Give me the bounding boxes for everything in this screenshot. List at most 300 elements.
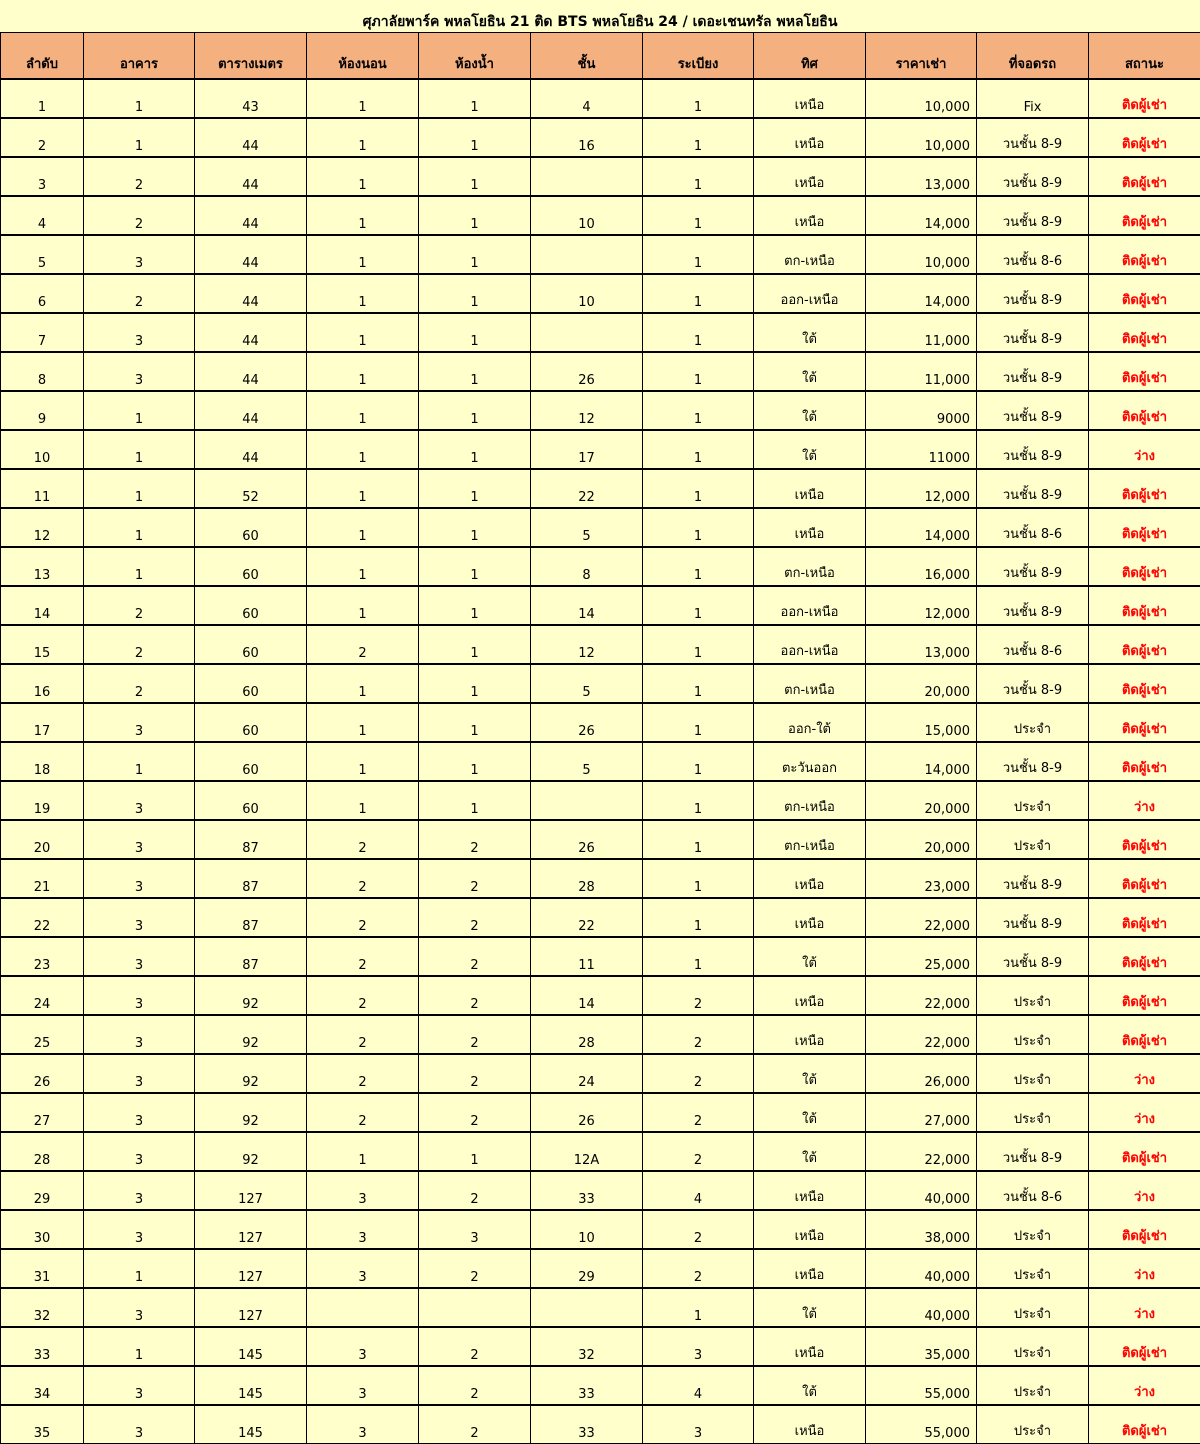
cell-rent[interactable]: 11,000 [866,352,977,391]
cell-building[interactable]: 3 [84,1171,195,1210]
col-header-balcony[interactable]: ระเบียง [643,33,754,80]
cell-status[interactable]: ติดผู้เช่า [1089,352,1200,391]
cell-building[interactable]: 3 [84,313,195,352]
cell-building[interactable]: 3 [84,1054,195,1093]
cell-direction[interactable]: ตะวันออก [754,742,866,781]
cell-status[interactable]: ติดผู้เช่า [1089,664,1200,703]
cell-status[interactable]: ติดผู้เช่า [1089,586,1200,625]
cell-building[interactable]: 3 [84,1366,195,1405]
cell-index[interactable]: 21 [1,859,84,898]
cell-direction[interactable]: เหนือ [754,1015,866,1054]
cell-bedrooms[interactable]: 3 [307,1366,419,1405]
cell-direction[interactable]: เหนือ [754,79,866,118]
cell-bathrooms[interactable]: 1 [419,313,531,352]
cell-rent[interactable]: 13,000 [866,625,977,664]
cell-building[interactable]: 1 [84,430,195,469]
cell-balcony[interactable]: 1 [643,781,754,820]
cell-building[interactable]: 3 [84,1132,195,1171]
cell-status[interactable]: ติดผู้เช่า [1089,742,1200,781]
cell-area[interactable]: 43 [195,79,307,118]
cell-bedrooms[interactable]: 1 [307,742,419,781]
cell-balcony[interactable]: 1 [643,352,754,391]
cell-parking[interactable]: ประจำ [977,976,1089,1015]
cell-bathrooms[interactable]: 2 [419,820,531,859]
cell-building[interactable]: 2 [84,625,195,664]
cell-bedrooms[interactable]: 2 [307,859,419,898]
cell-status[interactable]: ติดผู้เช่า [1089,1405,1200,1444]
cell-area[interactable]: 60 [195,547,307,586]
cell-direction[interactable]: ใต้ [754,1366,866,1405]
cell-direction[interactable]: ตก-เหนือ [754,820,866,859]
cell-direction[interactable]: ใต้ [754,937,866,976]
cell-bathrooms[interactable]: 1 [419,430,531,469]
col-header-parking[interactable]: ที่จอดรถ [977,33,1089,80]
cell-bedrooms[interactable]: 1 [307,508,419,547]
cell-balcony[interactable]: 1 [643,508,754,547]
cell-direction[interactable]: ใต้ [754,430,866,469]
cell-bathrooms[interactable]: 1 [419,703,531,742]
cell-bedrooms[interactable]: 1 [307,430,419,469]
cell-direction[interactable]: เหนือ [754,157,866,196]
cell-parking[interactable]: วนชั้น 8-9 [977,352,1089,391]
cell-status[interactable]: ติดผู้เช่า [1089,937,1200,976]
cell-bathrooms[interactable]: 2 [419,1405,531,1444]
cell-status[interactable]: ติดผู้เช่า [1089,859,1200,898]
cell-balcony[interactable]: 1 [643,898,754,937]
cell-building[interactable]: 2 [84,664,195,703]
cell-index[interactable]: 14 [1,586,84,625]
cell-parking[interactable]: วนชั้น 8-9 [977,313,1089,352]
cell-rent[interactable]: 9000 [866,391,977,430]
cell-index[interactable]: 16 [1,664,84,703]
cell-balcony[interactable]: 4 [643,1366,754,1405]
cell-bedrooms[interactable]: 2 [307,898,419,937]
cell-building[interactable]: 3 [84,976,195,1015]
cell-area[interactable]: 92 [195,1015,307,1054]
cell-status[interactable]: ติดผู้เช่า [1089,235,1200,274]
cell-rent[interactable]: 38,000 [866,1210,977,1249]
cell-bedrooms[interactable]: 3 [307,1210,419,1249]
cell-building[interactable]: 3 [84,781,195,820]
cell-parking[interactable]: วนชั้น 8-9 [977,469,1089,508]
cell-index[interactable]: 17 [1,703,84,742]
cell-rent[interactable]: 40,000 [866,1171,977,1210]
cell-area[interactable]: 52 [195,469,307,508]
cell-floor[interactable] [531,781,643,820]
cell-building[interactable]: 1 [84,469,195,508]
cell-building[interactable]: 3 [84,1093,195,1132]
cell-rent[interactable]: 12,000 [866,469,977,508]
cell-floor[interactable]: 10 [531,274,643,313]
cell-status[interactable]: ติดผู้เช่า [1089,898,1200,937]
cell-bathrooms[interactable] [419,1288,531,1327]
cell-floor[interactable]: 4 [531,79,643,118]
cell-building[interactable]: 1 [84,1249,195,1288]
cell-bedrooms[interactable]: 2 [307,1015,419,1054]
cell-index[interactable]: 34 [1,1366,84,1405]
cell-index[interactable]: 15 [1,625,84,664]
col-header-direction[interactable]: ทิศ [754,33,866,80]
cell-rent[interactable]: 55,000 [866,1405,977,1444]
cell-area[interactable]: 60 [195,625,307,664]
cell-balcony[interactable]: 1 [643,196,754,235]
cell-rent[interactable]: 10,000 [866,118,977,157]
cell-bathrooms[interactable]: 1 [419,547,531,586]
cell-status[interactable]: ติดผู้เช่า [1089,79,1200,118]
cell-floor[interactable]: 28 [531,1015,643,1054]
cell-area[interactable]: 44 [195,235,307,274]
cell-balcony[interactable]: 1 [643,820,754,859]
cell-balcony[interactable]: 1 [643,118,754,157]
cell-status[interactable]: ติดผู้เช่า [1089,1015,1200,1054]
col-header-floor[interactable]: ชั้น [531,33,643,80]
cell-floor[interactable]: 24 [531,1054,643,1093]
cell-bathrooms[interactable]: 1 [419,391,531,430]
cell-rent[interactable]: 20,000 [866,664,977,703]
cell-status[interactable]: ติดผู้เช่า [1089,118,1200,157]
cell-rent[interactable]: 22,000 [866,898,977,937]
cell-parking[interactable]: ประจำ [977,1288,1089,1327]
cell-balcony[interactable]: 2 [643,1015,754,1054]
cell-bathrooms[interactable]: 1 [419,235,531,274]
cell-area[interactable]: 44 [195,274,307,313]
cell-balcony[interactable]: 1 [643,391,754,430]
cell-bathrooms[interactable]: 1 [419,664,531,703]
cell-index[interactable]: 13 [1,547,84,586]
cell-building[interactable]: 3 [84,352,195,391]
cell-floor[interactable]: 26 [531,703,643,742]
cell-direction[interactable]: ใต้ [754,391,866,430]
cell-bedrooms[interactable]: 3 [307,1171,419,1210]
col-header-status[interactable]: สถานะ [1089,33,1200,80]
cell-status[interactable]: ว่าง [1089,781,1200,820]
cell-direction[interactable]: ออก-เหนือ [754,586,866,625]
cell-area[interactable]: 145 [195,1405,307,1444]
cell-balcony[interactable]: 2 [643,1054,754,1093]
cell-building[interactable]: 3 [84,1288,195,1327]
cell-area[interactable]: 92 [195,1132,307,1171]
cell-bedrooms[interactable]: 1 [307,79,419,118]
cell-balcony[interactable]: 3 [643,1405,754,1444]
cell-rent[interactable]: 40,000 [866,1288,977,1327]
cell-index[interactable]: 26 [1,1054,84,1093]
cell-parking[interactable]: Fix [977,79,1089,118]
cell-direction[interactable]: เหนือ [754,976,866,1015]
cell-area[interactable]: 60 [195,664,307,703]
cell-index[interactable]: 24 [1,976,84,1015]
cell-floor[interactable]: 22 [531,898,643,937]
cell-floor[interactable]: 28 [531,859,643,898]
cell-status[interactable]: ติดผู้เช่า [1089,1132,1200,1171]
cell-building[interactable]: 3 [84,859,195,898]
cell-building[interactable]: 3 [84,937,195,976]
cell-bedrooms[interactable]: 1 [307,352,419,391]
cell-building[interactable]: 2 [84,586,195,625]
cell-status[interactable]: ติดผู้เช่า [1089,547,1200,586]
cell-index[interactable]: 4 [1,196,84,235]
cell-area[interactable]: 44 [195,430,307,469]
cell-balcony[interactable]: 3 [643,1327,754,1366]
cell-parking[interactable]: ประจำ [977,1405,1089,1444]
cell-rent[interactable]: 23,000 [866,859,977,898]
cell-bedrooms[interactable]: 3 [307,1327,419,1366]
cell-rent[interactable]: 27,000 [866,1093,977,1132]
cell-building[interactable]: 3 [84,1210,195,1249]
cell-bedrooms[interactable]: 2 [307,625,419,664]
cell-balcony[interactable]: 1 [643,1288,754,1327]
cell-building[interactable]: 2 [84,196,195,235]
cell-index[interactable]: 20 [1,820,84,859]
cell-parking[interactable]: วนชั้น 8-6 [977,508,1089,547]
cell-index[interactable]: 12 [1,508,84,547]
cell-area[interactable]: 60 [195,703,307,742]
cell-area[interactable]: 127 [195,1249,307,1288]
cell-balcony[interactable]: 1 [643,742,754,781]
cell-status[interactable]: ว่าง [1089,1366,1200,1405]
cell-parking[interactable]: วนชั้น 8-9 [977,118,1089,157]
cell-area[interactable]: 60 [195,586,307,625]
cell-status[interactable]: ว่าง [1089,1054,1200,1093]
cell-bedrooms[interactable]: 1 [307,469,419,508]
cell-rent[interactable]: 55,000 [866,1366,977,1405]
cell-bathrooms[interactable]: 2 [419,976,531,1015]
cell-rent[interactable]: 16,000 [866,547,977,586]
cell-building[interactable]: 3 [84,1015,195,1054]
cell-direction[interactable]: เหนือ [754,1327,866,1366]
cell-balcony[interactable]: 4 [643,1171,754,1210]
cell-direction[interactable]: เหนือ [754,1210,866,1249]
cell-bedrooms[interactable]: 1 [307,196,419,235]
cell-bedrooms[interactable]: 2 [307,1054,419,1093]
cell-parking[interactable]: วนชั้น 8-9 [977,859,1089,898]
cell-index[interactable]: 3 [1,157,84,196]
col-header-bathrooms[interactable]: ห้องน้ำ [419,33,531,80]
cell-bathrooms[interactable]: 1 [419,781,531,820]
cell-floor[interactable]: 29 [531,1249,643,1288]
cell-bathrooms[interactable]: 1 [419,1132,531,1171]
cell-rent[interactable]: 22,000 [866,976,977,1015]
cell-bathrooms[interactable]: 2 [419,1249,531,1288]
cell-rent[interactable]: 14,000 [866,742,977,781]
cell-area[interactable]: 44 [195,313,307,352]
cell-parking[interactable]: วนชั้น 8-9 [977,937,1089,976]
cell-index[interactable]: 10 [1,430,84,469]
cell-floor[interactable]: 5 [531,742,643,781]
cell-building[interactable]: 1 [84,118,195,157]
cell-direction[interactable]: เหนือ [754,1171,866,1210]
cell-status[interactable]: ว่าง [1089,1171,1200,1210]
cell-direction[interactable]: ตก-เหนือ [754,547,866,586]
cell-balcony[interactable]: 1 [643,547,754,586]
cell-parking[interactable]: ประจำ [977,1054,1089,1093]
cell-status[interactable]: ว่าง [1089,1288,1200,1327]
cell-area[interactable]: 87 [195,820,307,859]
cell-status[interactable]: ติดผู้เช่า [1089,157,1200,196]
cell-bathrooms[interactable]: 2 [419,1327,531,1366]
cell-bathrooms[interactable]: 1 [419,196,531,235]
cell-direction[interactable]: ใต้ [754,352,866,391]
col-header-area[interactable]: ตารางเมตร [195,33,307,80]
cell-bedrooms[interactable]: 3 [307,1405,419,1444]
cell-index[interactable]: 11 [1,469,84,508]
cell-bedrooms[interactable]: 1 [307,235,419,274]
cell-rent[interactable]: 15,000 [866,703,977,742]
cell-status[interactable]: ติดผู้เช่า [1089,976,1200,1015]
cell-rent[interactable]: 25,000 [866,937,977,976]
cell-bedrooms[interactable]: 2 [307,1093,419,1132]
cell-balcony[interactable]: 1 [643,625,754,664]
cell-floor[interactable]: 16 [531,118,643,157]
cell-parking[interactable]: วนชั้น 8-9 [977,547,1089,586]
cell-rent[interactable]: 22,000 [866,1132,977,1171]
cell-building[interactable]: 1 [84,391,195,430]
cell-bathrooms[interactable]: 2 [419,1015,531,1054]
cell-balcony[interactable]: 2 [643,1132,754,1171]
cell-floor[interactable]: 8 [531,547,643,586]
cell-rent[interactable]: 40,000 [866,1249,977,1288]
cell-balcony[interactable]: 2 [643,1210,754,1249]
cell-area[interactable]: 44 [195,352,307,391]
cell-bedrooms[interactable]: 1 [307,274,419,313]
cell-status[interactable]: ติดผู้เช่า [1089,391,1200,430]
cell-floor[interactable] [531,157,643,196]
cell-floor[interactable]: 26 [531,1093,643,1132]
cell-direction[interactable]: ตก-เหนือ [754,781,866,820]
cell-bathrooms[interactable]: 2 [419,859,531,898]
cell-rent[interactable]: 12,000 [866,586,977,625]
cell-balcony[interactable]: 1 [643,664,754,703]
cell-index[interactable]: 1 [1,79,84,118]
cell-building[interactable]: 1 [84,1327,195,1366]
cell-status[interactable]: ว่าง [1089,1093,1200,1132]
cell-area[interactable]: 92 [195,976,307,1015]
cell-parking[interactable]: ประจำ [977,703,1089,742]
cell-rent[interactable]: 35,000 [866,1327,977,1366]
cell-area[interactable]: 127 [195,1171,307,1210]
cell-direction[interactable]: เหนือ [754,469,866,508]
cell-area[interactable]: 87 [195,859,307,898]
cell-direction[interactable]: เหนือ [754,1249,866,1288]
cell-direction[interactable]: เหนือ [754,859,866,898]
cell-bathrooms[interactable]: 1 [419,742,531,781]
cell-bedrooms[interactable]: 2 [307,937,419,976]
cell-bathrooms[interactable]: 3 [419,1210,531,1249]
cell-floor[interactable]: 5 [531,664,643,703]
cell-rent[interactable]: 20,000 [866,781,977,820]
cell-area[interactable]: 60 [195,508,307,547]
cell-floor[interactable]: 5 [531,508,643,547]
cell-direction[interactable]: ตก-เหนือ [754,664,866,703]
cell-area[interactable]: 127 [195,1288,307,1327]
cell-status[interactable]: ติดผู้เช่า [1089,508,1200,547]
cell-balcony[interactable]: 1 [643,430,754,469]
cell-balcony[interactable]: 1 [643,274,754,313]
cell-bathrooms[interactable]: 2 [419,898,531,937]
cell-direction[interactable]: ออก-เหนือ [754,625,866,664]
cell-area[interactable]: 44 [195,196,307,235]
cell-rent[interactable]: 11,000 [866,313,977,352]
cell-parking[interactable]: วนชั้น 8-6 [977,1171,1089,1210]
cell-balcony[interactable]: 1 [643,469,754,508]
cell-building[interactable]: 3 [84,820,195,859]
cell-status[interactable]: ว่าง [1089,430,1200,469]
cell-area[interactable]: 145 [195,1327,307,1366]
cell-bathrooms[interactable]: 1 [419,586,531,625]
cell-rent[interactable]: 26,000 [866,1054,977,1093]
cell-parking[interactable]: วนชั้น 8-9 [977,274,1089,313]
cell-rent[interactable]: 20,000 [866,820,977,859]
cell-area[interactable]: 44 [195,118,307,157]
cell-floor[interactable]: 14 [531,586,643,625]
cell-floor[interactable]: 32 [531,1327,643,1366]
cell-building[interactable]: 1 [84,742,195,781]
cell-rent[interactable]: 22,000 [866,1015,977,1054]
cell-bedrooms[interactable]: 1 [307,547,419,586]
cell-building[interactable]: 1 [84,79,195,118]
cell-area[interactable]: 60 [195,781,307,820]
cell-building[interactable]: 3 [84,235,195,274]
cell-area[interactable]: 145 [195,1366,307,1405]
cell-balcony[interactable]: 1 [643,235,754,274]
cell-index[interactable]: 35 [1,1405,84,1444]
cell-bathrooms[interactable]: 2 [419,1093,531,1132]
cell-floor[interactable]: 22 [531,469,643,508]
cell-parking[interactable]: วนชั้น 8-6 [977,625,1089,664]
cell-bathrooms[interactable]: 1 [419,274,531,313]
cell-parking[interactable]: วนชั้น 8-9 [977,157,1089,196]
cell-floor[interactable]: 12A [531,1132,643,1171]
cell-bedrooms[interactable]: 1 [307,586,419,625]
cell-balcony[interactable]: 2 [643,1249,754,1288]
cell-floor[interactable]: 12 [531,625,643,664]
cell-index[interactable]: 9 [1,391,84,430]
cell-parking[interactable]: วนชั้น 8-9 [977,742,1089,781]
cell-index[interactable]: 8 [1,352,84,391]
cell-rent[interactable]: 14,000 [866,274,977,313]
cell-parking[interactable]: ประจำ [977,1015,1089,1054]
cell-parking[interactable]: วนชั้น 8-9 [977,430,1089,469]
col-header-building[interactable]: อาคาร [84,33,195,80]
cell-parking[interactable]: วนชั้น 8-9 [977,196,1089,235]
cell-area[interactable]: 127 [195,1210,307,1249]
cell-bedrooms[interactable]: 1 [307,118,419,157]
cell-bedrooms[interactable]: 1 [307,781,419,820]
cell-parking[interactable]: ประจำ [977,1366,1089,1405]
cell-floor[interactable]: 17 [531,430,643,469]
cell-parking[interactable]: ประจำ [977,820,1089,859]
cell-bathrooms[interactable]: 1 [419,469,531,508]
cell-parking[interactable]: วนชั้น 8-6 [977,235,1089,274]
cell-bathrooms[interactable]: 1 [419,157,531,196]
cell-balcony[interactable]: 1 [643,703,754,742]
cell-floor[interactable]: 33 [531,1366,643,1405]
cell-bedrooms[interactable]: 1 [307,703,419,742]
cell-bedrooms[interactable]: 1 [307,313,419,352]
cell-index[interactable]: 32 [1,1288,84,1327]
cell-area[interactable]: 92 [195,1054,307,1093]
cell-parking[interactable]: ประจำ [977,1093,1089,1132]
cell-parking[interactable]: วนชั้น 8-9 [977,391,1089,430]
cell-bedrooms[interactable] [307,1288,419,1327]
cell-parking[interactable]: วนชั้น 8-9 [977,1132,1089,1171]
cell-direction[interactable]: ใต้ [754,1132,866,1171]
col-header-index[interactable]: ลำดับ [1,33,84,80]
cell-balcony[interactable]: 1 [643,79,754,118]
cell-bathrooms[interactable]: 2 [419,1366,531,1405]
cell-building[interactable]: 2 [84,157,195,196]
cell-direction[interactable]: ออก-ใต้ [754,703,866,742]
cell-status[interactable]: ติดผู้เช่า [1089,1327,1200,1366]
